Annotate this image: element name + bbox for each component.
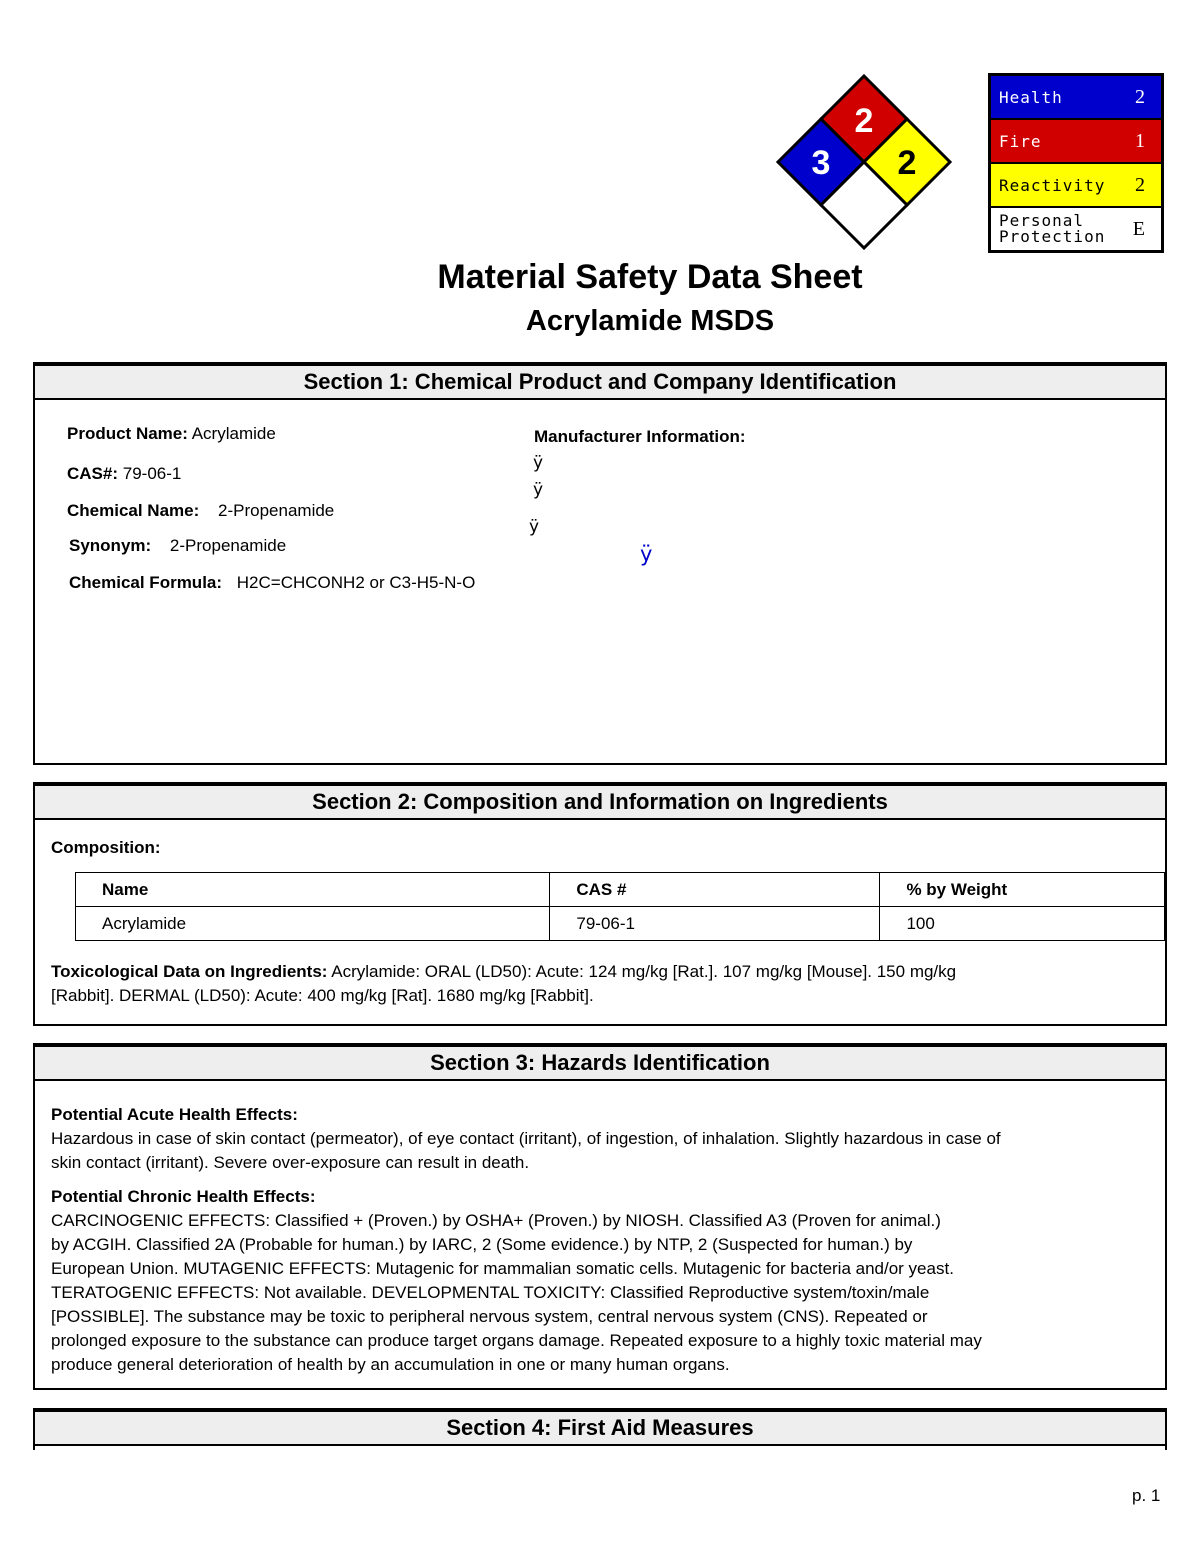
hmis-ppe-label <box>999 213 1105 245</box>
composition-table <box>75 872 1165 941</box>
nfpa-diamond <box>776 74 952 250</box>
toxicological-data <box>51 960 1151 1008</box>
chemical-formula-line <box>69 573 475 593</box>
manufacturer-bullet-3: ÿ <box>529 517 540 537</box>
hmis-health-label: Health <box>999 87 1063 107</box>
page-number: p. 1 <box>1132 1486 1161 1505</box>
toxicological-line-1 <box>51 960 1151 984</box>
hmis-fire-row <box>991 120 1161 164</box>
manufacturer-info-label: Manufacturer Information: <box>534 427 746 446</box>
hmis-ppe-label-line1: Personal <box>999 211 1085 230</box>
table-row <box>76 907 1165 941</box>
chronic-effects-line-7: produce general deterioration of health by an accumulation in one or many human organs. <box>51 1355 730 1374</box>
hmis-reactivity-row <box>991 164 1161 208</box>
section-2 <box>33 782 1167 1026</box>
toxicological-line-2: [Rabbit]. DERMAL (LD50): Acute: 400 mg/kg [Rat]. 1680 mg/kg [Rabbit]. <box>51 986 594 1005</box>
toxicological-label: Toxicological Data on Ingredients: <box>51 962 328 981</box>
document-title <box>0 258 1200 297</box>
section-4 <box>33 1408 1167 1450</box>
product-name-line <box>67 424 276 444</box>
hmis-rating-table <box>988 73 1164 253</box>
hmis-reactivity-value: 2 <box>1135 173 1145 196</box>
section-4-header: Section 4: First Aid Measures <box>35 1408 1165 1446</box>
column-header-weight: % by Weight <box>880 873 1165 907</box>
chemical-name-line <box>67 501 334 521</box>
toxicological-text-1: Acrylamide: ORAL (LD50): Acute: 124 mg/kg [Rat.]. 107 mg/kg [Mouse]. 150 mg/kg <box>327 962 957 981</box>
chemical-formula-label: Chemical Formula: <box>69 573 223 592</box>
product-name-value: Acrylamide <box>191 424 276 443</box>
manufacturer-bullet-1: ÿ <box>533 453 544 473</box>
document-subtitle-text: Acrylamide MSDS <box>525 305 775 337</box>
cas-value: 79-06-1 <box>122 464 182 483</box>
cell-name: Acrylamide <box>76 907 550 941</box>
chronic-effects-line-4: TERATOGENIC EFFECTS: Not available. DEVELOPMENTAL TOXICITY: Classified Reproductive system/toxin/male <box>51 1283 930 1302</box>
document-title-text: Material Safety Data Sheet <box>437 258 863 296</box>
acute-effects-line-1: Hazardous in case of skin contact (permeator), of eye contact (irritant), of ingestion, of inhalation. Slightly hazardous in case of <box>51 1129 1001 1148</box>
synonym-label: Synonym: <box>69 536 152 555</box>
section-1-header: Section 1: Chemical Product and Company Identification <box>35 362 1165 400</box>
nfpa-fire-value: 2 <box>854 102 874 140</box>
composition-header-row <box>76 873 1165 907</box>
hmis-ppe-value: E <box>1132 217 1145 240</box>
hmis-fire-label: Fire <box>999 131 1042 151</box>
chemical-name-value: 2-Propenamide <box>218 501 335 520</box>
hmis-ppe-label-line2: Protection <box>999 227 1106 246</box>
cas-line <box>67 464 181 484</box>
cell-cas: 79-06-1 <box>550 907 880 941</box>
chronic-effects-line-1: CARCINOGENIC EFFECTS: Classified + (Proven.) by OSHA+ (Proven.) by NIOSH. Classified A3 (Proven for animal.) <box>51 1211 941 1230</box>
product-name-label: Product Name: <box>67 424 188 443</box>
chronic-effects-line-5: [POSSIBLE]. The substance may be toxic to peripheral nervous system, central nervous system (CNS). Repeated or <box>51 1307 928 1326</box>
acute-effects-line-2: skin contact (irritant). Severe over-exposure can result in death. <box>51 1153 530 1172</box>
chemical-formula-value: H2C=CHCONH2 or C3-H5-N-O <box>236 573 476 592</box>
cell-weight: 100 <box>880 907 1165 941</box>
chronic-effects <box>51 1185 1151 1377</box>
acute-effects <box>51 1103 1151 1175</box>
acute-effects-label: Potential Acute Health Effects: <box>51 1105 298 1124</box>
manufacturer-bullet-2: ÿ <box>533 480 544 500</box>
chronic-effects-line-3: European Union. MUTAGENIC EFFECTS: Mutagenic for mammalian somatic cells. Mutagenic for bacteria and/or yeast. <box>51 1259 954 1278</box>
column-header-cas: CAS # <box>550 873 880 907</box>
section-3-header: Section 3: Hazards Identification <box>35 1043 1165 1081</box>
section-3 <box>33 1043 1167 1390</box>
manufacturer-bullet-4: ÿ <box>640 542 653 566</box>
nfpa-health-value: 3 <box>811 144 831 182</box>
hmis-fire-value: 1 <box>1135 129 1145 152</box>
cas-label: CAS#: <box>67 464 119 483</box>
hmis-health-value: 2 <box>1135 85 1145 108</box>
composition-label: Composition: <box>51 838 161 857</box>
document-subtitle <box>0 305 1200 338</box>
chronic-effects-line-2: by ACGIH. Classified 2A (Probable for human.) by IARC, 2 (Some evidence.) by NTP, 2 (Suspected for human.) by <box>51 1235 913 1254</box>
nfpa-reactivity-value: 2 <box>897 144 917 182</box>
synonym-line <box>69 536 286 556</box>
section-1 <box>33 362 1167 765</box>
chronic-effects-label: Potential Chronic Health Effects: <box>51 1187 316 1206</box>
synonym-value: 2-Propenamide <box>169 536 287 555</box>
hmis-ppe-row <box>991 208 1161 250</box>
hmis-reactivity-label: Reactivity <box>999 175 1106 195</box>
section-2-header: Section 2: Composition and Information on Ingredients <box>35 782 1165 820</box>
hmis-health-row <box>991 76 1161 120</box>
chronic-effects-line-6: prolonged exposure to the substance can produce target organs damage. Repeated exposure to a highly toxic material may <box>51 1331 982 1350</box>
nfpa-diamond-graphic <box>776 74 952 250</box>
column-header-name: Name <box>76 873 550 907</box>
chemical-name-label: Chemical Name: <box>67 501 200 520</box>
